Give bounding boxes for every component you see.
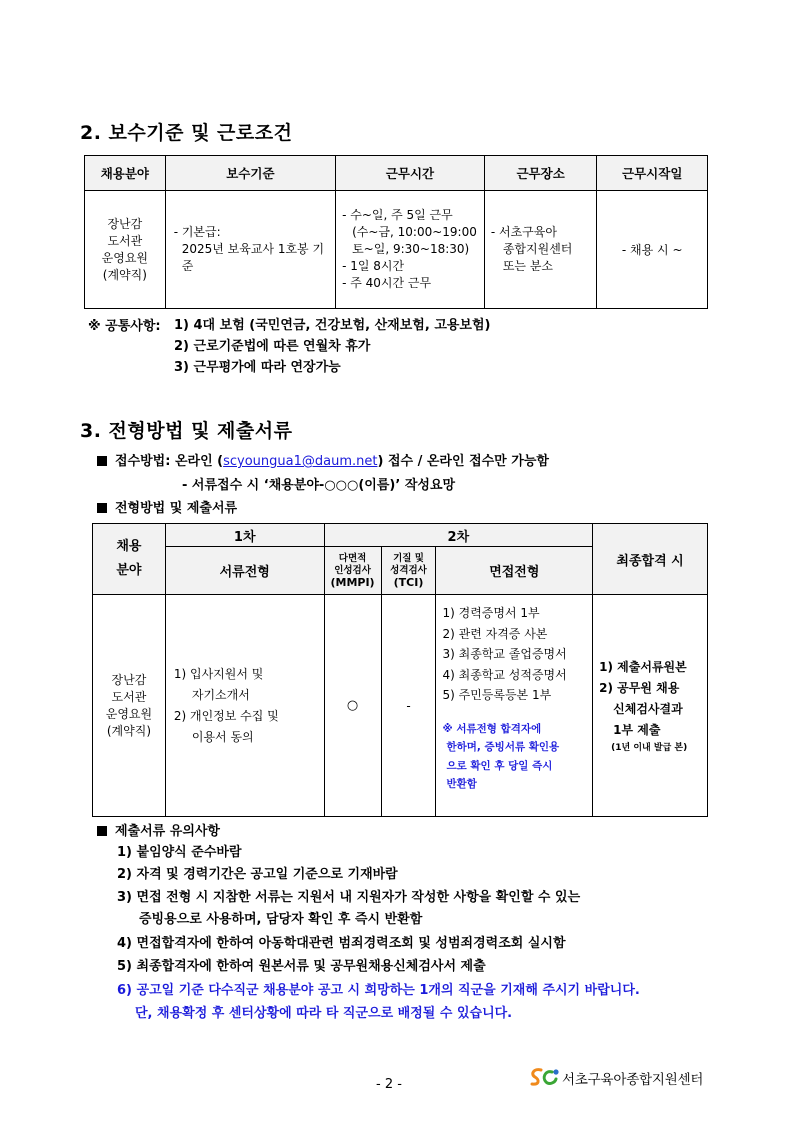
th-tci-line: 기질 및 [393, 552, 424, 564]
note-item-blue: 6) 공고일 기준 다수직군 채용분야 공고 시 희망하는 1개의 직군을 기재해 주시기 바랍니다. [117, 983, 640, 998]
field-line: (계약직) [102, 267, 147, 282]
square-bullet-icon [97, 456, 107, 466]
hours-line: - 주 40시간 근무 [342, 276, 432, 290]
row-start: - 채용 시 ~ [597, 191, 708, 309]
receipt-tail: ) 접수 / 온라인 접수만 가능함 [377, 454, 549, 469]
hours-line: - 1일 8시간 [342, 259, 405, 273]
th-field-line: 분야 [116, 563, 142, 578]
cell-tci: - [381, 595, 436, 817]
notes-heading-line [97, 820, 220, 839]
final-line: 2) 공무원 채용 [599, 680, 680, 695]
cell-final [593, 595, 708, 817]
doc-line: 2) 개인정보 수집 및 [173, 708, 279, 723]
cell-doc [165, 595, 324, 817]
final-note: (1년 이내 발급 본) [611, 742, 688, 753]
note-item: 4) 면접합격자에 한하여 아동학대관련 범죄경력조회 및 성범죄경력조회 실시함 [117, 936, 566, 951]
doc-line: 자기소개서 [191, 687, 250, 702]
th-doc: 서류전형 [165, 547, 324, 595]
interview-item: 4) 최종학교 성적증명서 [442, 667, 567, 682]
row-pay [165, 191, 335, 309]
hours-line: - 수~일, 주 5일 근무 [342, 208, 453, 222]
center-name: 서초구육아종합지원센터 [562, 1072, 704, 1088]
common-label: ※ 공통사항: [88, 319, 161, 334]
hours-line: 토~일, 9:30~18:30) [352, 242, 470, 256]
interview-note-line: 반환함 [446, 778, 477, 790]
common-item: 3) 근무평가에 따라 연장가능 [174, 360, 341, 375]
page-number: - 2 - [376, 1077, 402, 1092]
th-interview: 면접전형 [436, 547, 593, 595]
receipt-note: - 서류접수 시 ‘채용분야-○○○(이름)’ 작성요망 [182, 478, 456, 493]
place-line: 종합지원센터 [502, 242, 573, 256]
interview-note [442, 720, 592, 794]
cell-interview [436, 595, 593, 817]
field-line: 도서관 [107, 233, 143, 248]
email-link[interactable]: scyoungua1@daum.net [223, 454, 378, 469]
row-place [484, 191, 597, 309]
header-place: 근무장소 [484, 156, 597, 191]
th-mmpi [324, 547, 381, 595]
th-mmpi-line: 다면적 [338, 552, 367, 564]
cell-mmpi: ○ [324, 595, 381, 817]
place-line: 또는 분소 [502, 259, 554, 273]
place-line: - 서초구육아 [490, 225, 557, 239]
center-logo [528, 1066, 562, 1092]
header-field: 채용분야 [85, 156, 166, 191]
receipt-label: 접수방법: 온라인 ( [115, 454, 224, 469]
notes-list [117, 842, 757, 1025]
th-tci-line: 성격검사 [390, 564, 427, 576]
header-hours: 근무시간 [336, 156, 485, 191]
doc-line: 이용서 동의 [191, 729, 254, 744]
th-round1: 1차 [165, 524, 324, 547]
hours-line: (수~금, 10:00~19:00 [352, 225, 477, 239]
section-2-title: 2. 보수기준 및 근로조건 [80, 122, 293, 144]
common-list [174, 315, 491, 378]
note-item: 3) 면접 전형 시 지참한 서류는 지원서 내 지원자가 작성한 사항을 확인할 수 있는 [117, 890, 581, 905]
interview-note-line: ※ 서류전형 합격자에 [442, 722, 542, 735]
pay-line: 2025년 보육교사 1호봉 기준 [181, 242, 325, 273]
final-line: 1부 제출 [613, 722, 661, 737]
common-item: 1) 4대 보험 (국민연금, 건강보험, 산재보험, 고용보험) [174, 318, 491, 333]
notes-heading: 제출서류 유의사항 [115, 824, 220, 839]
th-tci-line: (TCI) [393, 575, 424, 589]
common-item: 2) 근로기준법에 따른 연월차 휴가 [174, 339, 371, 354]
th-final: 최종합격 시 [593, 524, 708, 595]
pay-line: - 기본급: [173, 225, 221, 239]
field-line: 운영요원 [105, 706, 153, 721]
selection-table [92, 523, 708, 817]
interview-item: 1) 경력증명서 1부 [442, 606, 540, 620]
row-hours [336, 191, 485, 309]
field-line: 장난감 [107, 216, 143, 231]
receipt-line [97, 450, 549, 469]
method-heading-line [97, 497, 237, 516]
interview-list [442, 603, 592, 706]
field-line: (계약직) [106, 723, 151, 738]
doc-line: 1) 입사지원서 및 [173, 666, 264, 681]
field-line: 장난감 [111, 672, 147, 687]
th-mmpi-line: 인성검사 [334, 564, 371, 576]
note-item-blue: 단, 채용확정 후 센터상황에 따라 타 직군으로 배정될 수 있습니다. [135, 1006, 513, 1021]
th-tci [381, 547, 436, 595]
interview-item: 5) 주민등록등본 1부 [442, 688, 552, 702]
th-round2: 2차 [324, 524, 593, 547]
pay-conditions-table [84, 155, 708, 309]
method-heading: 전형방법 및 제출서류 [115, 501, 238, 516]
note-item: 1) 붙임양식 준수바람 [117, 845, 242, 860]
row-field [85, 191, 166, 309]
final-line: 신체검사결과 [613, 701, 683, 716]
section-3-title: 3. 전형방법 및 제출서류 [80, 420, 293, 442]
center-logo-icon [528, 1066, 562, 1088]
header-start: 근무시작일 [597, 156, 708, 191]
header-pay: 보수기준 [165, 156, 335, 191]
note-item: 2) 자격 및 경력기간은 공고일 기준으로 기재바람 [117, 867, 398, 882]
final-line: 1) 제출서류원본 [599, 659, 687, 674]
square-bullet-icon [97, 503, 107, 513]
interview-note-line: 한하며, 증빙서류 확인용 [446, 741, 560, 753]
field-line: 운영요원 [101, 250, 149, 265]
interview-item: 3) 최종학교 졸업증명서 [442, 647, 567, 661]
field-line: 도서관 [111, 689, 147, 704]
th-field-line: 채용 [116, 539, 142, 554]
note-item: 5) 최종합격자에 한하여 원본서류 및 공무원채용신체검사서 제출 [117, 959, 486, 974]
interview-item: 2) 관련 자격증 사본 [442, 626, 548, 641]
square-bullet-icon [97, 826, 107, 836]
th-field [93, 524, 166, 595]
th-mmpi-line: (MMPI) [330, 575, 375, 589]
interview-note-line: 으로 확인 후 당일 즉시 [446, 759, 553, 772]
cell-field [93, 595, 166, 817]
note-item: 증빙용으로 사용하며, 담당자 확인 후 즉시 반환함 [139, 912, 423, 927]
